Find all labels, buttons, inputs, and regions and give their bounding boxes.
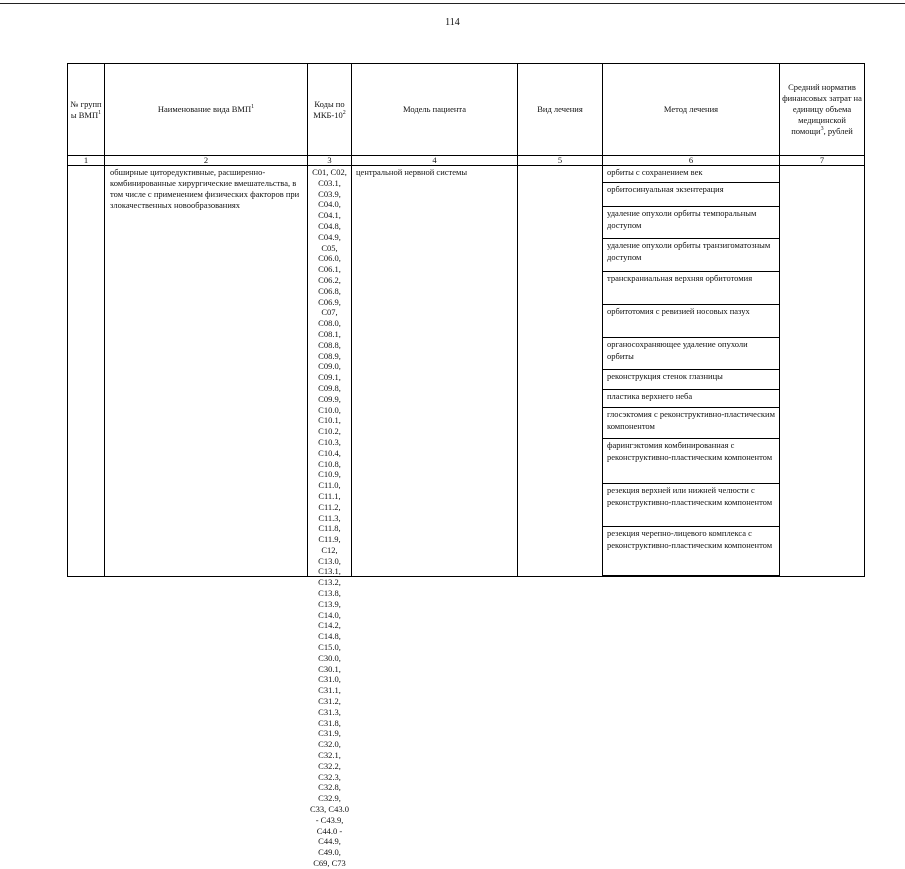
page-top-border (0, 3, 905, 4)
header-cost-standard (780, 64, 865, 156)
method-item: орбитотомия с ревизией носовых пазух (603, 305, 779, 338)
header-patient-model (352, 64, 518, 156)
patient-model-text: центральной нервной системы (356, 167, 468, 177)
method-item: пластика верхнего неба (603, 390, 779, 408)
cell-treatment-methods (603, 166, 780, 577)
header-vmp-type-text: Наименование вида ВМП (157, 104, 252, 114)
method-item: фарингэктомия комбинированная с реконструктивно-пластическим компонентом (603, 439, 779, 484)
column-number-7: 7 (780, 156, 865, 166)
vmp-table (67, 63, 865, 868)
cell-icd-codes (308, 166, 352, 868)
header-cost-standard-footnote: 3 (820, 126, 824, 133)
header-treatment-method (603, 64, 780, 156)
column-number-1: 1 (68, 156, 105, 166)
method-item: транскраниальная верхняя орбитотомия (603, 272, 779, 305)
column-number-2: 2 (105, 156, 308, 166)
column-number-3: 3 (308, 156, 352, 166)
header-group-no (68, 64, 105, 156)
header-cost-standard-tail: , рублей (823, 126, 853, 136)
method-item: резекция верхней или нижней челюсти с реконструктивно-пластическим компонентом (603, 484, 779, 527)
header-treatment-type (518, 64, 603, 156)
header-patient-model-text: Модель пациента (402, 104, 467, 114)
column-number-4: 4 (352, 156, 518, 166)
header-icd-codes-text: Коды по МКБ-10 (313, 98, 345, 120)
method-item: орбитосинуальная экзентерация (603, 183, 779, 207)
column-number-5: 5 (518, 156, 603, 166)
cell-patient-model (352, 166, 518, 577)
header-icd-codes (308, 64, 352, 156)
method-item: резекция черепно-лицевого комплекса с реконструктивно-пластическим компонентом (603, 527, 779, 576)
vmp-type-text: обширные циторедуктивные, расширенно-комбинированные хирургические вмешательства, в том числе с применением физических факторов при злокачественных новообразованиях (110, 167, 300, 210)
cell-group-no (68, 166, 105, 577)
cell-treatment-type (518, 166, 603, 577)
header-icd-codes-footnote: 2 (342, 109, 346, 116)
header-treatment-type-text: Вид лечения (537, 104, 583, 114)
header-group-no-footnote: 1 (98, 109, 102, 116)
method-item: глосэктомия с реконструктивно-пластическим компонентом (603, 408, 779, 439)
method-item: органосохраняющее удаление опухоли орбиты (603, 338, 779, 370)
header-cost-standard-text: Средний норматив финансовых затрат на единицу объема медицинской помощи (782, 82, 862, 136)
header-treatment-method-text: Метод лечения (663, 104, 719, 114)
icd-codes-text: C01, C02, C03.1, C03.9, C04.0, C04.1, C04.8, C04.9, C05, C06.0, C06.1, C06.2, C06.8, C06.9, C07, C08.0, C08.1, C08.8, C08.9, C09.0, C09.1, C09.8, C09.9, C10.0, C10.1, C10.2, C10.3, C10.4, C10.8, C10.9, C11.0, C11.1, C11.2, C11.3, C11.8, C11.9, C12, C13.0, C13.1, C13.2, C13.8, C13.9, C14.0, C14.2, C14.8, C15.0, C30.0, C30.1, C31.0, C31.1, C31.2, C31.3, C31.8, C31.9, C32.0, C32.1, C32.2, C32.3, C32.8, C32.9, C33, C43.0 - C43.9, C44.0 - C44.9, C49.0, C69, C73 (310, 167, 349, 868)
method-item: орбиты с сохранением век (603, 166, 779, 183)
column-number-6: 6 (603, 156, 780, 166)
header-group-no-text: № групп ы ВМП (70, 98, 102, 120)
method-item: удаление опухоли орбиты транзигоматозным доступом (603, 239, 779, 272)
page-number: 114 (445, 17, 460, 28)
method-item: удаление опухоли орбиты темпоральным доступом (603, 207, 779, 239)
cell-vmp-type (105, 166, 308, 577)
header-vmp-type (105, 64, 308, 156)
method-item: реконструкция стенок глазницы (603, 370, 779, 390)
header-vmp-type-footnote: 1 (251, 104, 255, 111)
cell-cost-standard (780, 166, 865, 577)
